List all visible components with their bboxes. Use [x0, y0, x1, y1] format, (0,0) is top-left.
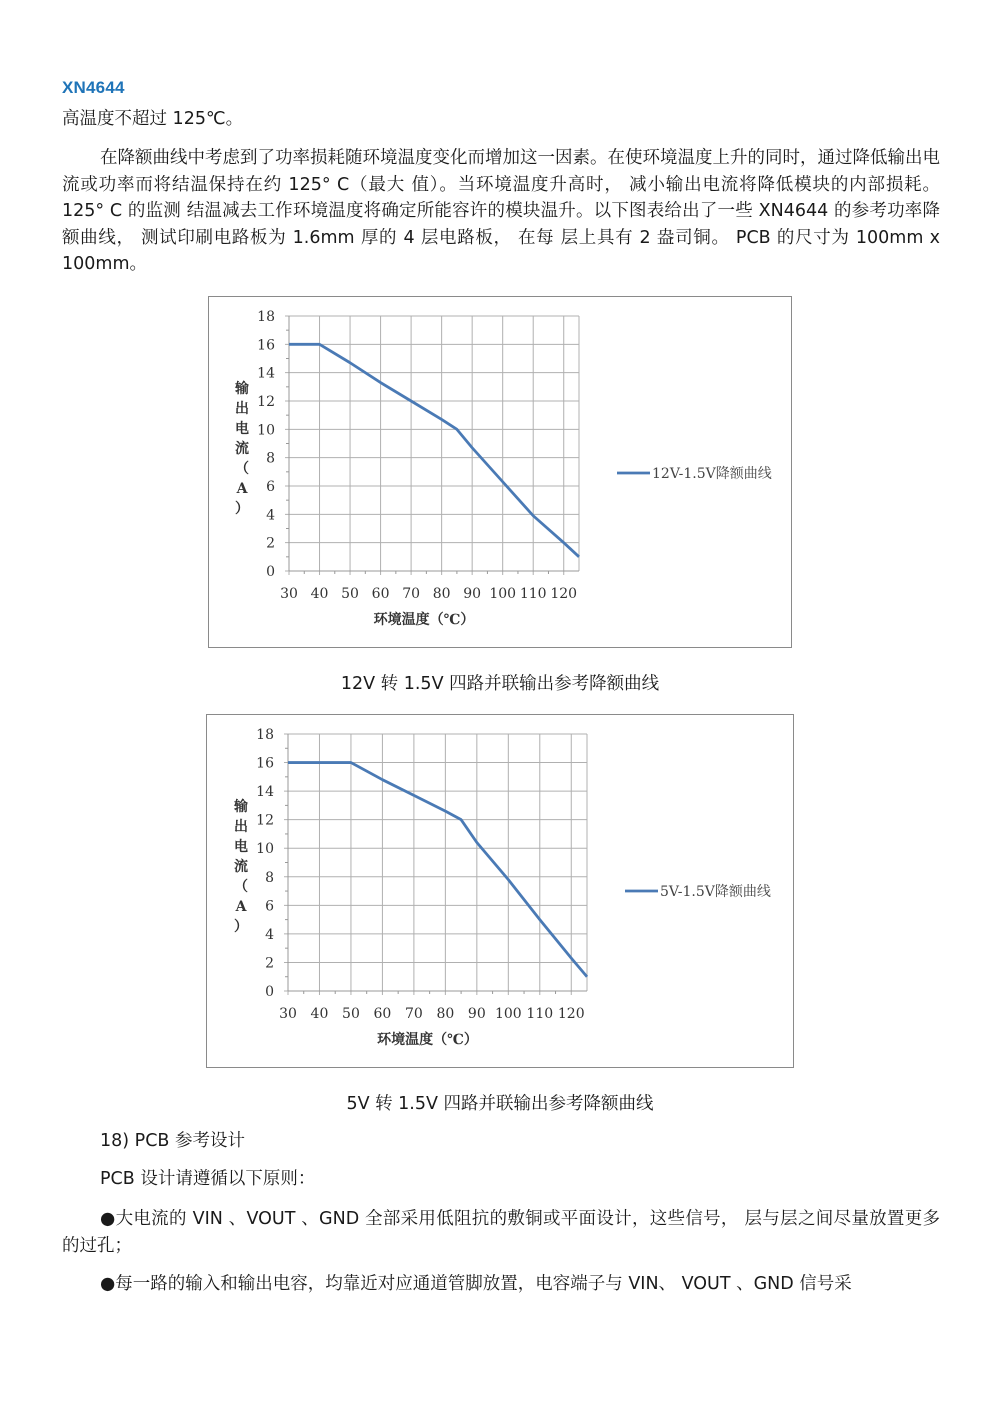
svg-text:30: 30: [280, 586, 298, 602]
svg-text:12: 12: [256, 812, 274, 829]
svg-text:90: 90: [467, 1006, 486, 1022]
svg-text:70: 70: [402, 586, 421, 602]
y-axis-label: ）: [234, 919, 248, 935]
svg-text:40: 40: [310, 586, 329, 602]
svg-text:8: 8: [266, 450, 275, 467]
y-axis-label: 出: [235, 401, 249, 417]
chart-12v-caption: 12V 转 1.5V 四路并联输出参考降额曲线: [340, 674, 660, 694]
bullet-item: ●大电流的 VIN 、VOUT 、GND 全部采用低阻抗的敷铜或平面设计，这些信号， 层与层之间尽量放置更多的过孔；: [62, 1209, 940, 1256]
y-axis-label: 输: [235, 381, 249, 397]
intro-paragraph: 在降额曲线中考虑到了功率损耗随环境温度变化而增加这一因素。在使环境温度上升的同时，通过降低输出电流或功率而将结温保持在约 125° C（最大 值）。当环境温度升高时， 减小输出电流将降低模块的内部损耗。 125° C 的监测 结温减去工作环境温度将确定所能容许的模块温升。以下图表给出了一些 XN4644 的参考功率降额曲线， 测试印刷电路板为 1.6mm 厚的 4 层电路板， 在每 层上具有 2 盎司铜。 PCB 的尺寸为 100mm x 100mm。: [62, 148, 940, 274]
svg-text:18: 18: [257, 309, 275, 325]
y-axis-label: A: [235, 899, 247, 915]
y-axis-label: 电: [235, 421, 249, 437]
y-axis-label: 电: [234, 839, 248, 855]
svg-text:70: 70: [404, 1006, 423, 1022]
y-axis-label: ）: [235, 501, 249, 517]
svg-text:12: 12: [257, 394, 275, 410]
chart-12v-plot: [209, 297, 791, 647]
y-axis-label: （: [234, 879, 248, 895]
legend-label: 5V-1.5V降额曲线: [660, 884, 771, 900]
gridlines: [257, 309, 579, 602]
series-line: [288, 763, 587, 977]
svg-text:16: 16: [257, 337, 275, 354]
svg-text:60: 60: [371, 586, 390, 602]
svg-text:16: 16: [256, 755, 274, 772]
chart-5v-caption: 5V 转 1.5V 四路并联输出参考降额曲线: [346, 1094, 654, 1114]
svg-text:10: 10: [256, 841, 274, 858]
bullet-item: ●每一路的输入和输出电容，均靠近对应通道管脚放置，电容端子与 VIN、 VOUT 、GND 信号采: [100, 1274, 852, 1294]
svg-text:100: 100: [489, 586, 517, 602]
legend-label: 12V-1.5V降额曲线: [652, 466, 772, 482]
svg-text:120: 120: [550, 586, 578, 602]
svg-text:2: 2: [266, 535, 275, 552]
svg-text:18: 18: [256, 727, 274, 743]
svg-text:110: 110: [519, 586, 547, 602]
y-axis-label: 输: [234, 799, 248, 815]
svg-text:4: 4: [266, 507, 275, 524]
svg-text:120: 120: [557, 1006, 585, 1022]
brand-title: XN4644: [62, 78, 125, 97]
chart-5v-plot: [207, 715, 793, 1067]
section-intro: PCB 设计请遵循以下原则：: [100, 1169, 316, 1189]
svg-text:100: 100: [494, 1006, 522, 1022]
svg-text:80: 80: [432, 586, 451, 602]
x-axis-label: 环境温度（℃）: [377, 1032, 478, 1048]
svg-text:6: 6: [265, 898, 274, 915]
svg-text:14: 14: [256, 784, 274, 801]
svg-text:50: 50: [341, 586, 359, 602]
svg-text:60: 60: [373, 1006, 392, 1022]
y-axis-label: A: [236, 481, 248, 497]
svg-text:10: 10: [257, 422, 275, 439]
svg-text:90: 90: [463, 586, 482, 602]
svg-text:8: 8: [265, 869, 274, 886]
svg-text:14: 14: [257, 365, 275, 382]
svg-text:50: 50: [342, 1006, 360, 1022]
svg-text:110: 110: [526, 1006, 554, 1022]
gridlines: [256, 727, 587, 1022]
section-heading: 18) PCB 参考设计: [100, 1131, 245, 1151]
svg-text:80: 80: [436, 1006, 455, 1022]
y-axis-label: 流: [235, 441, 249, 457]
series-line: [289, 344, 579, 557]
svg-text:2: 2: [265, 955, 274, 972]
svg-text:4: 4: [265, 926, 274, 943]
svg-text:6: 6: [266, 479, 275, 495]
y-axis-label: 流: [234, 859, 248, 875]
svg-text:30: 30: [279, 1006, 297, 1022]
text-line: 高温度不超过 125℃。: [62, 109, 244, 129]
svg-text:0: 0: [266, 564, 275, 580]
x-axis-label: 环境温度（℃）: [373, 612, 475, 628]
chart-12v: [208, 296, 792, 648]
y-axis-label: （: [235, 461, 249, 477]
chart-5v: [206, 714, 794, 1068]
y-axis-label: 出: [234, 819, 248, 835]
svg-text:40: 40: [310, 1006, 329, 1022]
svg-text:0: 0: [265, 984, 274, 1000]
